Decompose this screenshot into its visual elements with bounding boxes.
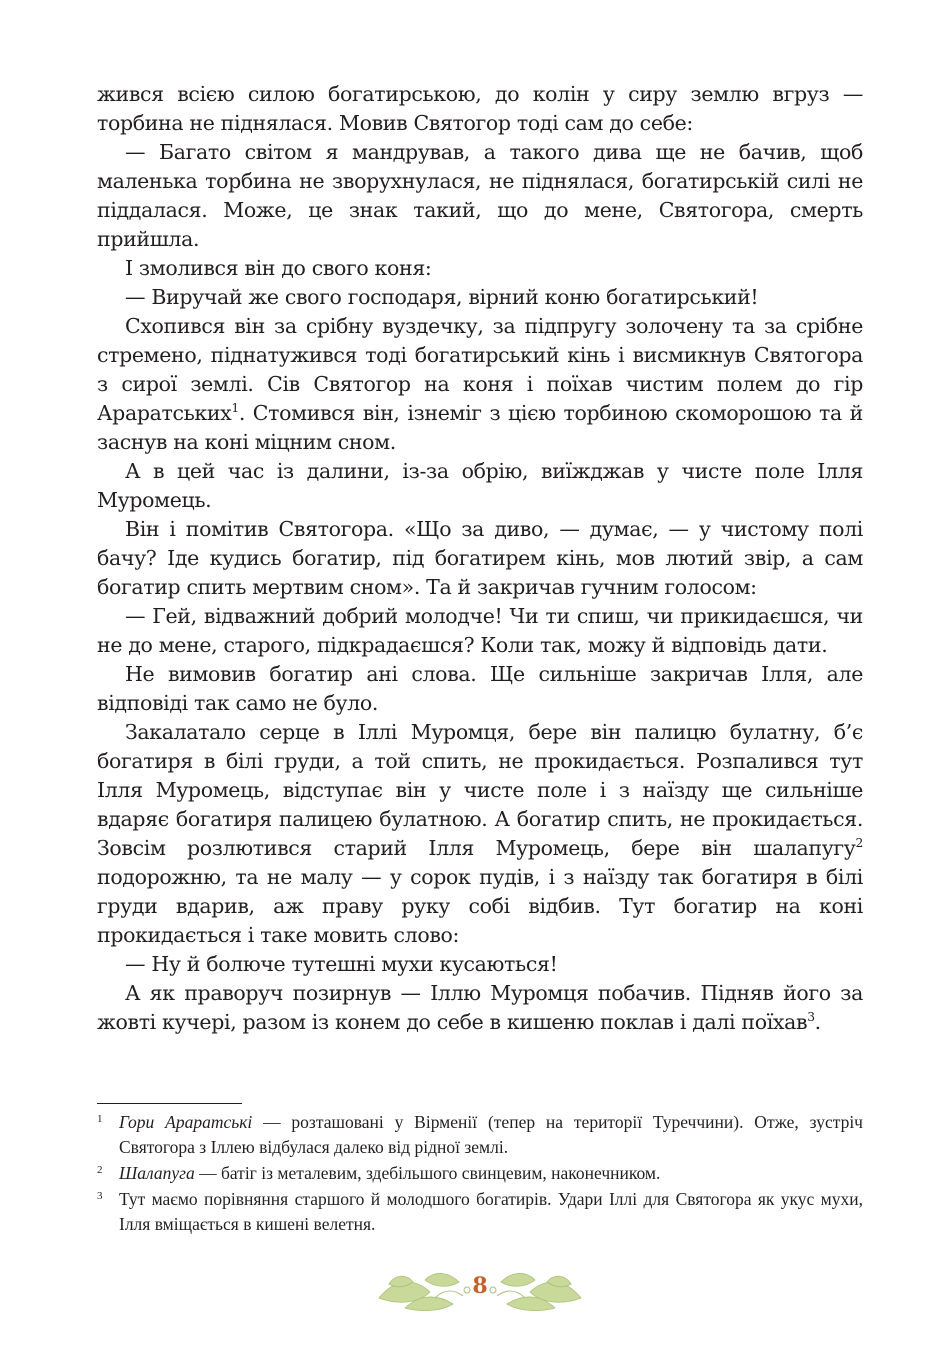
- footnote: [97, 1110, 863, 1160]
- paragraph: — Багато світом я мандрував, а такого дива ще не бачив, щоб маленька торбина не зворухнулася, не піднялася, богатирській силі не піддалася. Може, це знак такий, що до мене, Святогора, смерть прийшла.: [97, 140, 863, 251]
- paragraph: — Виручай же свого господаря, вірний коню богатирський!: [125, 285, 759, 309]
- paragraph: А як праворуч позирнув — Іллю Муромця побачив. Підняв його за жовті кучері, разом із конем до себе в кишеню поклав і далі поїхав$^3$.: [97, 981, 863, 1034]
- footnote-text: — розташовані у Вірменії (тепер на території Туреччини). Отже, зустріч Святогора з Іллею відбулася далеко від рідної землі.: [119, 1112, 863, 1157]
- paragraph: жився всією силою богатирською, до колін у сиру землю вгруз — торбина не піднялася. Мовив Святогор тоді сам до себе:: [97, 82, 863, 135]
- footnote: [97, 1187, 863, 1237]
- paragraph: — Гей, відважний добрий молодче! Чи ти спиш, чи прикидаєшся, чи не до мене, старого, підкрадаєшся? Коли так, можу й відповідь дати.: [97, 604, 863, 657]
- footnote-text: — батіг із металевим, здебільшого свинцевим, наконечником.: [194, 1163, 661, 1183]
- paragraph-text: Закалатало серце в Іллі Муромця, бере він палицю булатну, б’є богатиря в білі груди, а той спить, не прокидається. Розпалився тут Ілля Муромець, відступає він у чисте поле і з наїзду ще сильніше вдаряє богатиря палицею булатною. А богатир спить, не прокидається. Зовсім розлютився старий Ілля Муромець, бере він шалапугу: [97, 720, 863, 860]
- paragraph-text: подорожню, та не малу — у сорок пудів, і з наїзду так богатиря в білі груди вдарив, аж праву руку собі відбив. Тут богатир на коні прокидається і таке мовить слово:: [97, 865, 863, 947]
- footnote-text: Тут маємо порівняння старшого й молодшого богатирів. Удари Іллі для Святогора як укус мухи, Ілля вміщається в кишені велетня.: [119, 1189, 863, 1234]
- page-body: [97, 80, 863, 1037]
- paragraph: Не вимовив богатир ані слова. Ще сильніше закричав Ілля, але відповіді так само не було.: [97, 662, 863, 715]
- paragraph-text: А як праворуч позирнув — Іллю Муромця побачив. Підняв його за жовті кучері, разом із конем до себе в кишеню поклав і далі поїхав: [97, 981, 863, 1034]
- page-number: 8: [472, 1273, 488, 1299]
- footnote-ref[interactable]: 1: [231, 401, 239, 416]
- paragraph-text: Схопився він за срібну вуздечку, за підпругу золочену та за срібне стремено, піднатужився тоді богатирський кінь і висмикнув Святогора з сирої землі. Сів Святогор на коня і поїхав чистим полем до гір Араратських: [97, 314, 863, 425]
- paragraph: А в цей час із далини, із-за обрію, виїжджав у чисте поле Ілля Муромець.: [97, 459, 863, 512]
- paragraph: [97, 312, 863, 457]
- footnote-number: 3: [97, 1190, 103, 1202]
- footnote-term: Шалапуга: [119, 1163, 195, 1183]
- paragraph: [97, 718, 863, 950]
- footnote-ref[interactable]: 2: [855, 836, 863, 851]
- paragraph: Він і помітив Святогора. «Що за диво, — думає, — у чистому полі бачу? Іде кудись богатир, під богатирем кінь, мов лютий звір, а сам богатир спить мертвим сном». Та й закричав гучним голосом:: [97, 517, 863, 599]
- footnote-divider: [97, 1103, 242, 1104]
- paragraph: І змолився він до свого коня:: [125, 256, 432, 280]
- footnotes: [97, 1110, 863, 1238]
- story-text: [97, 80, 863, 1037]
- footnote-ref[interactable]: 3: [807, 1010, 815, 1025]
- footnote-term: Гори Араратські: [119, 1112, 253, 1132]
- footnote-number: 2: [97, 1164, 103, 1176]
- paragraph: — Ну й болюче тутешні мухи кусаються!: [125, 952, 558, 976]
- paragraph-text: . Стомився він, ізнеміг з цією торбиною скоморошою та й заснув на коні міцним сном.: [97, 401, 863, 454]
- footnote: [97, 1161, 863, 1186]
- footnote-number: 1: [97, 1113, 103, 1125]
